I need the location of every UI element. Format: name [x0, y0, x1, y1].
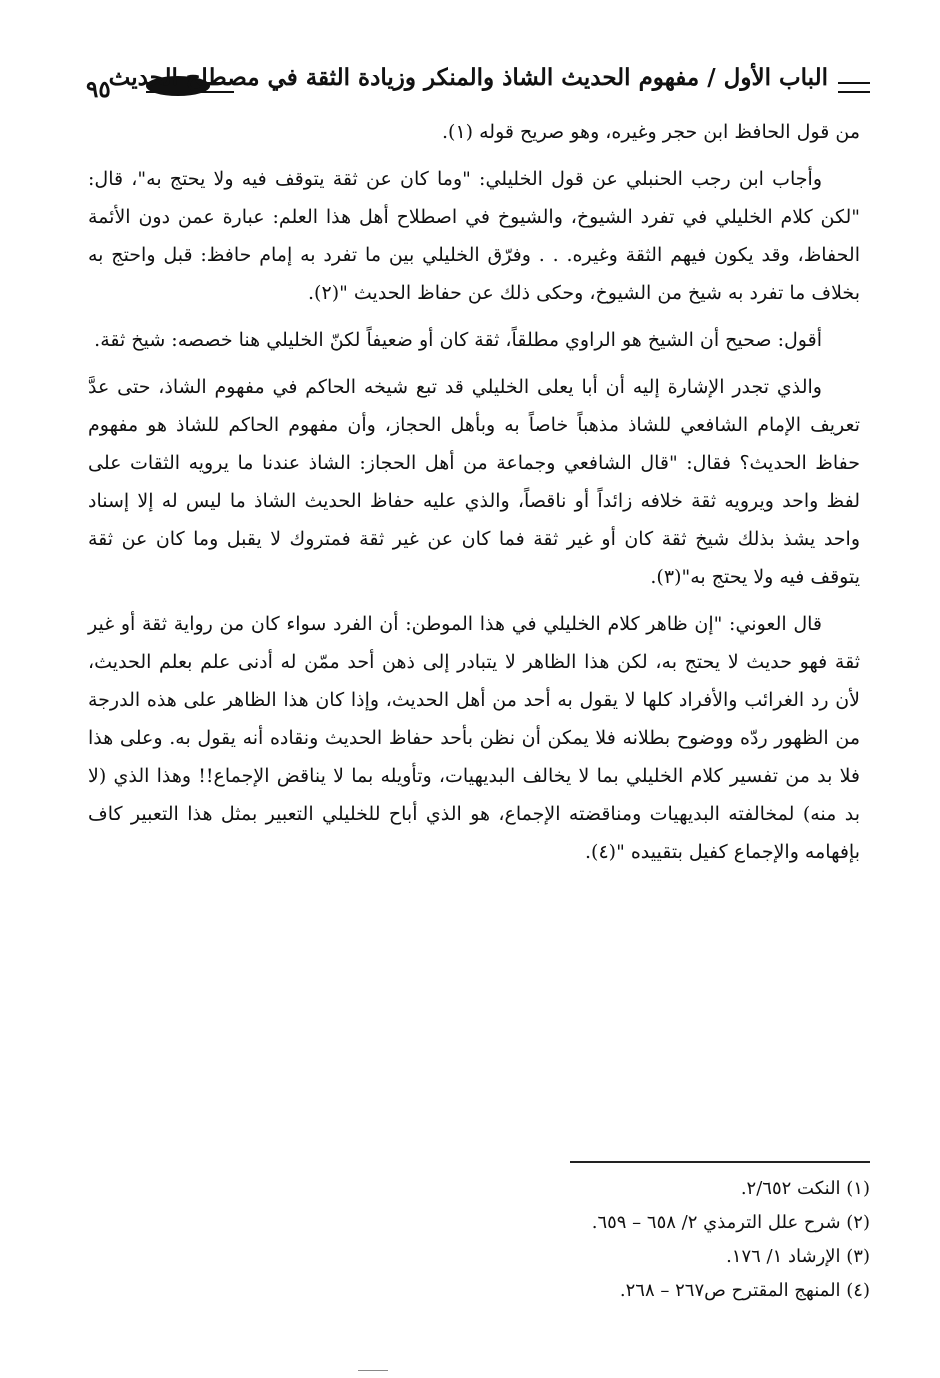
footnotes	[430, 1172, 870, 1308]
footnote-2: (٢) شرح علل الترمذي ٢/ ٦٥٨ – ٦٥٩.	[591, 1212, 870, 1233]
paragraph-3: أقول: صحيح أن الشيخ هو الراوي مطلقاً، ثقة كان أو ضعيفاً لكنّ الخليلي هنا خصصه: شيخ ثقة.	[94, 329, 822, 351]
main-text	[88, 113, 860, 880]
footnote-4: (٤) المنهج المقترح ص٢٦٧ – ٢٦٨.	[619, 1280, 870, 1301]
footnote-separator	[570, 1161, 870, 1163]
paragraph-2: وأجاب ابن رجب الحنبلي عن قول الخليلي: "وما كان عن ثقة يتوقف فيه ولا يحتج به"، قال: "لكن كلام الخليلي في تفرد الشيوخ، والشيوخ في اصطلاح أهل هذا العلم: عبارة عمن دون الأئمة الحفاظ، وقد يكون فيهم الثقة وغيره. . . وفرّق الخليلي بين ما تفرد به إمام حافظ: قبل واحتج به بخلاف ما تفرد به شيخ من الشيوخ، وحكى ذلك عن حفاظ الحديث "(٢).	[88, 168, 860, 304]
page-number: ٩٥	[86, 76, 111, 103]
footnote-1: (١) النكت ٢/٦٥٢.	[740, 1178, 870, 1199]
paragraph-1: من قول الحافظ ابن حجر وغيره، وهو صريح قوله (١).	[441, 121, 860, 143]
header-double-rule	[838, 82, 870, 93]
paragraph-5: قال العوني: "إن ظاهر كلام الخليلي في هذا الموطن: أن الفرد سواء كان من رواية ثقة أو غير ثقة فهو حديث لا يحتج به، لكن هذا الظاهر لا يتبادر إلى ذهن أحد ممّن له أدنى علم بعلم الحديث، لأن رد الغرائب والأفراد كلها لا يقول به أحد من أهل الحديث، وإذا كان هذا الظاهر على هذه الدرجة من الظهور ردّه ووضوح بطلانه فلا يمكن أن نظن بأحد حفاظ الحديث ونقاده أنه يقول به. وعلى هذا فلا بد من تفسير كلام الخليلي بما لا يخالف البديهيات، وتأويله بما لا يناقض الإجماع!! وهذا الذي (لا بد منه) لمخالفته البديهيات ومناقضته الإجماع، هو الذي أباح للخليلي التعبير بمثل هذا التعبير كاف بإفهامه والإجماع كفيل بتقييده "(٤).	[88, 613, 860, 863]
paragraph-4: والذي تجدر الإشارة إليه أن أبا يعلى الخليلي قد تبع شيخه الحاكم في مفهوم الشاذ، حتى عدَّ تعريف الإمام الشافعي للشاذ مذهباً خاصاً به وبأهل الحجاز، وأن مفهوم الحاكم للشاذ هو مفهوم حفاظ الحديث؟ فقال: "قال الشافعي وجماعة من أهل الحجاز: الشاذ عندنا ما يرويه الثقات على لفظ واحد ويرويه ثقة خلافه زائداً أو ناقصاً، والذي عليه حفاظ الحديث الشاذ ما ليس له إلا إسناد واحد يشذ بذلك شيخ ثقة كان أو غير ثقة فما كان عن غير ثقة فمتروك لا يقبل وما كان عن ثقة يتوقف فيه ولا يحتج به"(٣).	[88, 376, 860, 588]
chapter-title: الباب الأول / مفهوم الحديث الشاذ والمنكر وزيادة الثقة في مصطلح الحديث	[108, 64, 828, 91]
page-header	[80, 58, 870, 102]
page-bottom-mark	[358, 1370, 388, 1371]
footnote-3: (٣) الإرشاد ١/ ١٧٦.	[726, 1246, 870, 1267]
